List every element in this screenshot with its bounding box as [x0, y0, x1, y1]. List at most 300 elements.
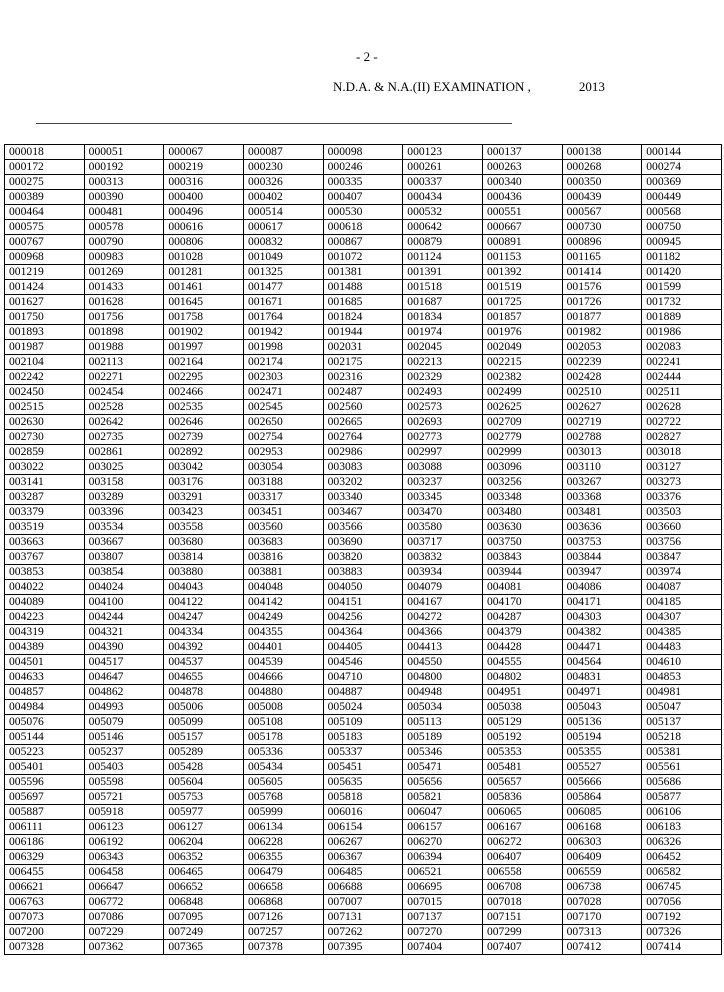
table-row: [5, 340, 722, 355]
table-row: [5, 730, 722, 745]
roll-number-cell: 002316: [323, 370, 403, 385]
roll-number-cell: 003188: [243, 475, 323, 490]
roll-number-cell: 000730: [562, 220, 642, 235]
roll-number-cell: 006772: [84, 895, 164, 910]
roll-number-cell: 001982: [562, 325, 642, 340]
roll-number-cell: 003947: [562, 565, 642, 580]
roll-number-cell: 006452: [642, 850, 722, 865]
roll-number-cell: 002997: [403, 445, 483, 460]
roll-number-cell: 001518: [403, 280, 483, 295]
roll-number-cell: 004170: [482, 595, 562, 610]
roll-number-cell: 000616: [164, 220, 244, 235]
roll-number-cell: 002788: [562, 430, 642, 445]
roll-number-cell: 004321: [84, 625, 164, 640]
roll-number-cell: 003376: [642, 490, 722, 505]
roll-number-cell: 004880: [243, 685, 323, 700]
table-row: [5, 505, 722, 520]
roll-number-cell: 007007: [323, 895, 403, 910]
roll-number-cell: 004256: [323, 610, 403, 625]
roll-number-cell: 007192: [642, 910, 722, 925]
roll-number-cell: 003340: [323, 490, 403, 505]
roll-number-cell: 003451: [243, 505, 323, 520]
roll-number-cell: 001877: [562, 310, 642, 325]
roll-number-cell: 000530: [323, 205, 403, 220]
roll-number-cell: 003013: [562, 445, 642, 460]
roll-number-cell: 005604: [164, 775, 244, 790]
roll-number-cell: 003202: [323, 475, 403, 490]
roll-number-cell: 000018: [5, 145, 85, 160]
roll-number-cell: 000051: [84, 145, 164, 160]
roll-number-cell: 003667: [84, 535, 164, 550]
table-row: [5, 925, 722, 940]
roll-number-cell: 000879: [403, 235, 483, 250]
roll-number-cell: 005821: [403, 790, 483, 805]
table-row: [5, 280, 722, 295]
roll-number-cell: 003480: [482, 505, 562, 520]
roll-number-cell: 000123: [403, 145, 483, 160]
roll-number-cell: 003880: [164, 565, 244, 580]
roll-number-cell: 002779: [482, 430, 562, 445]
roll-number-cell: 001599: [642, 280, 722, 295]
roll-number-cell: 000575: [5, 220, 85, 235]
roll-number-cell: 003756: [642, 535, 722, 550]
roll-number-cell: 004048: [243, 580, 323, 595]
roll-number-cell: 004086: [562, 580, 642, 595]
roll-number-cell: 003018: [642, 445, 722, 460]
roll-number-cell: 002450: [5, 385, 85, 400]
roll-number-cell: 005355: [562, 745, 642, 760]
table-row: [5, 910, 722, 925]
roll-number-cell: 007395: [323, 940, 403, 955]
roll-number-cell: 003816: [243, 550, 323, 565]
roll-number-cell: 005076: [5, 715, 85, 730]
table-row: [5, 580, 722, 595]
roll-number-cell: 000098: [323, 145, 403, 160]
table-row: [5, 415, 722, 430]
roll-number-cell: 001488: [323, 280, 403, 295]
roll-number-cell: 001391: [403, 265, 483, 280]
roll-number-cell: 002642: [84, 415, 164, 430]
table-row: [5, 160, 722, 175]
roll-number-cell: 002628: [642, 400, 722, 415]
roll-number-cell: 005887: [5, 805, 85, 820]
roll-number-cell: 006559: [562, 865, 642, 880]
roll-number-cell: 001764: [243, 310, 323, 325]
roll-number-cell: 005043: [562, 700, 642, 715]
table-row: [5, 445, 722, 460]
roll-number-cell: 005527: [562, 760, 642, 775]
roll-number-cell: 000767: [5, 235, 85, 250]
roll-number-cell: 002493: [403, 385, 483, 400]
roll-number-cell: 003832: [403, 550, 483, 565]
roll-number-cell: 002646: [164, 415, 244, 430]
roll-number-cell: 003088: [403, 460, 483, 475]
roll-number-cell: 001420: [642, 265, 722, 280]
roll-number-cell: 001424: [5, 280, 85, 295]
roll-number-cell: 004483: [642, 640, 722, 655]
roll-number-cell: 005753: [164, 790, 244, 805]
roll-number-cell: 002444: [642, 370, 722, 385]
roll-number-cell: 004089: [5, 595, 85, 610]
table-row: [5, 565, 722, 580]
roll-number-cell: 005977: [164, 805, 244, 820]
roll-number-cell: 004971: [562, 685, 642, 700]
roll-number-cell: 001627: [5, 295, 85, 310]
roll-number-cell: 002215: [482, 355, 562, 370]
header-divider: [36, 123, 512, 124]
roll-number-cell: 001433: [84, 280, 164, 295]
roll-number-cell: 003287: [5, 490, 85, 505]
table-row: [5, 250, 722, 265]
roll-number-cell: 001756: [84, 310, 164, 325]
roll-number-cell: 002428: [562, 370, 642, 385]
roll-number-cell: 006485: [323, 865, 403, 880]
roll-number-cell: 002104: [5, 355, 85, 370]
roll-number-cell: 001976: [482, 325, 562, 340]
roll-number-cell: 004564: [562, 655, 642, 670]
roll-number-cell: 005099: [164, 715, 244, 730]
roll-number-cell: 002719: [562, 415, 642, 430]
roll-number-cell: 007073: [5, 910, 85, 925]
roll-number-cell: 004171: [562, 595, 642, 610]
roll-number-cell: 004334: [164, 625, 244, 640]
table-row: [5, 220, 722, 235]
roll-number-cell: 006652: [164, 880, 244, 895]
roll-number-cell: 005864: [562, 790, 642, 805]
roll-number-cell: 003534: [84, 520, 164, 535]
roll-number-cell: 002986: [323, 445, 403, 460]
roll-number-cell: 002573: [403, 400, 483, 415]
roll-number-cell: 004379: [482, 625, 562, 640]
roll-number-cell: 001414: [562, 265, 642, 280]
table-row: [5, 790, 722, 805]
roll-number-cell: 000617: [243, 220, 323, 235]
roll-number-cell: 002242: [5, 370, 85, 385]
table-row: [5, 355, 722, 370]
roll-number-cell: 000268: [562, 160, 642, 175]
roll-number-cell: 004249: [243, 610, 323, 625]
roll-number-cell: 007086: [84, 910, 164, 925]
roll-number-cell: 005157: [164, 730, 244, 745]
roll-number-cell: 002241: [642, 355, 722, 370]
roll-number-cell: 002510: [562, 385, 642, 400]
table-row: [5, 805, 722, 820]
roll-number-cell: 002466: [164, 385, 244, 400]
roll-number-cell: 002487: [323, 385, 403, 400]
roll-number-cell: 004550: [403, 655, 483, 670]
roll-number-cell: 000246: [323, 160, 403, 175]
roll-number-cell: 002709: [482, 415, 562, 430]
roll-number-cell: 000172: [5, 160, 85, 175]
roll-number-cell: 006745: [642, 880, 722, 895]
roll-number-cell: 002031: [323, 340, 403, 355]
table-row: [5, 535, 722, 550]
roll-number-cell: 005836: [482, 790, 562, 805]
roll-number-cell: 001281: [164, 265, 244, 280]
roll-number-cell: 002053: [562, 340, 642, 355]
roll-number-cell: 004647: [84, 670, 164, 685]
roll-number-cell: 004887: [323, 685, 403, 700]
roll-number-cell: 000481: [84, 205, 164, 220]
table-row: [5, 490, 722, 505]
roll-number-cell: 003974: [642, 565, 722, 580]
roll-number-cell: 007407: [482, 940, 562, 955]
roll-number-cell: 004853: [642, 670, 722, 685]
roll-number-cell: 005598: [84, 775, 164, 790]
roll-number-cell: 001182: [642, 250, 722, 265]
roll-number-cell: 004610: [642, 655, 722, 670]
roll-number-cell: 004878: [164, 685, 244, 700]
roll-number-cell: 002953: [243, 445, 323, 460]
roll-number-cell: 000968: [5, 250, 85, 265]
roll-number-cell: 000551: [482, 205, 562, 220]
roll-number-cell: 002329: [403, 370, 483, 385]
roll-number-cell: 006329: [5, 850, 85, 865]
roll-number-cell: 003558: [164, 520, 244, 535]
roll-number-cell: 003934: [403, 565, 483, 580]
table-row: [5, 850, 722, 865]
roll-number-cell: 005403: [84, 760, 164, 775]
roll-number-table: [4, 144, 722, 955]
roll-number-cell: 000667: [482, 220, 562, 235]
roll-number-cell: 006582: [642, 865, 722, 880]
roll-number-cell: 007365: [164, 940, 244, 955]
roll-number-cell: 007018: [482, 895, 562, 910]
roll-number-cell: 001857: [482, 310, 562, 325]
roll-number-cell: 006267: [323, 835, 403, 850]
roll-number-cell: 005223: [5, 745, 85, 760]
roll-number-cell: 005721: [84, 790, 164, 805]
table-row: [5, 595, 722, 610]
roll-number-cell: 004167: [403, 595, 483, 610]
table-row: [5, 835, 722, 850]
roll-number-cell: 006270: [403, 835, 483, 850]
roll-number-cell: 005289: [164, 745, 244, 760]
roll-number-cell: 003844: [562, 550, 642, 565]
roll-number-cell: 007229: [84, 925, 164, 940]
roll-number-cell: 005144: [5, 730, 85, 745]
roll-number-cell: 003368: [562, 490, 642, 505]
table-row: [5, 715, 722, 730]
roll-number-cell: 004655: [164, 670, 244, 685]
roll-number-cell: 005218: [642, 730, 722, 745]
roll-number-cell: 003519: [5, 520, 85, 535]
roll-number-cell: 006521: [403, 865, 483, 880]
roll-number-cell: 001165: [562, 250, 642, 265]
roll-number-cell: 001392: [482, 265, 562, 280]
page-number: - 2 -: [356, 49, 378, 64]
roll-number-cell: 004307: [642, 610, 722, 625]
roll-number-cell: 001671: [243, 295, 323, 310]
roll-number-cell: 004546: [323, 655, 403, 670]
roll-number-cell: 004223: [5, 610, 85, 625]
roll-number-cell: 001898: [84, 325, 164, 340]
roll-number-cell: 003237: [403, 475, 483, 490]
roll-number-table-body: [5, 145, 722, 955]
roll-number-cell: 000567: [562, 205, 642, 220]
roll-number-cell: 006763: [5, 895, 85, 910]
roll-number-cell: 002722: [642, 415, 722, 430]
roll-number-cell: 004710: [323, 670, 403, 685]
roll-number-cell: 002164: [164, 355, 244, 370]
roll-number-cell: 004501: [5, 655, 85, 670]
roll-number-cell: 005024: [323, 700, 403, 715]
roll-number-cell: 006106: [642, 805, 722, 820]
roll-number-cell: 003481: [562, 505, 642, 520]
roll-number-cell: 004633: [5, 670, 85, 685]
roll-number-cell: 001997: [164, 340, 244, 355]
roll-number-cell: 000642: [403, 220, 483, 235]
exam-year: 2013: [578, 79, 605, 94]
roll-number-cell: 006157: [403, 820, 483, 835]
roll-number-cell: 005047: [642, 700, 722, 715]
roll-number-cell: 004517: [84, 655, 164, 670]
roll-number-cell: 005877: [642, 790, 722, 805]
roll-number-cell: 002693: [403, 415, 483, 430]
roll-number-cell: 006016: [323, 805, 403, 820]
roll-number-cell: 004087: [642, 580, 722, 595]
roll-number-cell: 001750: [5, 310, 85, 325]
roll-number-cell: 003127: [642, 460, 722, 475]
roll-number-cell: 001576: [562, 280, 642, 295]
roll-number-cell: 000275: [5, 175, 85, 190]
roll-number-cell: 004303: [562, 610, 642, 625]
roll-number-cell: 007137: [403, 910, 483, 925]
roll-number-cell: 001942: [243, 325, 323, 340]
roll-number-cell: 002113: [84, 355, 164, 370]
roll-number-cell: 002175: [323, 355, 403, 370]
roll-number-cell: 000192: [84, 160, 164, 175]
roll-number-cell: 000983: [84, 250, 164, 265]
roll-number-cell: 002764: [323, 430, 403, 445]
roll-number-cell: 007328: [5, 940, 85, 955]
roll-number-cell: 006407: [482, 850, 562, 865]
roll-number-cell: 005109: [323, 715, 403, 730]
exam-name: N.D.A. & N.A.(II) EXAMINATION ,: [333, 79, 531, 94]
roll-number-cell: 003467: [323, 505, 403, 520]
roll-number-cell: 004151: [323, 595, 403, 610]
roll-number-cell: 007378: [243, 940, 323, 955]
roll-number-cell: 006154: [323, 820, 403, 835]
roll-number-cell: 007249: [164, 925, 244, 940]
roll-number-cell: 004951: [482, 685, 562, 700]
roll-number-cell: 007270: [403, 925, 483, 940]
roll-number-cell: 005237: [84, 745, 164, 760]
roll-number-cell: 007151: [482, 910, 562, 925]
roll-number-cell: 002511: [642, 385, 722, 400]
roll-number-cell: 001974: [403, 325, 483, 340]
roll-number-cell: 003291: [164, 490, 244, 505]
roll-number-cell: 005481: [482, 760, 562, 775]
roll-number-cell: 006367: [323, 850, 403, 865]
roll-number-cell: 000434: [403, 190, 483, 205]
roll-number-cell: 000337: [403, 175, 483, 190]
roll-number-cell: 003158: [84, 475, 164, 490]
roll-number-cell: 002754: [243, 430, 323, 445]
roll-number-cell: 004537: [164, 655, 244, 670]
roll-number-cell: 002535: [164, 400, 244, 415]
roll-number-cell: 006085: [562, 805, 642, 820]
table-row: [5, 460, 722, 475]
roll-number-cell: 004100: [84, 595, 164, 610]
roll-number-cell: 003854: [84, 565, 164, 580]
roll-number-cell: 003083: [323, 460, 403, 475]
roll-number-cell: 000439: [562, 190, 642, 205]
roll-number-cell: 000449: [642, 190, 722, 205]
roll-number-cell: 004022: [5, 580, 85, 595]
roll-number-cell: 001987: [5, 340, 85, 355]
roll-number-cell: 003348: [482, 490, 562, 505]
roll-number-cell: 001988: [84, 340, 164, 355]
roll-number-cell: 001124: [403, 250, 483, 265]
roll-number-cell: 001153: [482, 250, 562, 265]
roll-number-cell: 003379: [5, 505, 85, 520]
roll-number-cell: 002239: [562, 355, 642, 370]
roll-number-cell: 006192: [84, 835, 164, 850]
roll-number-cell: 003396: [84, 505, 164, 520]
roll-number-cell: 006409: [562, 850, 642, 865]
roll-number-cell: 003843: [482, 550, 562, 565]
roll-number-cell: 005451: [323, 760, 403, 775]
roll-number-cell: 004319: [5, 625, 85, 640]
roll-number-cell: 002045: [403, 340, 483, 355]
roll-number-cell: 000326: [243, 175, 323, 190]
roll-number-cell: 006123: [84, 820, 164, 835]
roll-number-cell: 003256: [482, 475, 562, 490]
table-row: [5, 685, 722, 700]
roll-number-cell: 000137: [482, 145, 562, 160]
roll-number-cell: 000340: [482, 175, 562, 190]
roll-number-cell: 001072: [323, 250, 403, 265]
table-row: [5, 895, 722, 910]
roll-number-cell: 006848: [164, 895, 244, 910]
table-row: [5, 370, 722, 385]
table-row: [5, 400, 722, 415]
roll-number-cell: 003025: [84, 460, 164, 475]
roll-number-cell: 005656: [403, 775, 483, 790]
roll-number-cell: 003022: [5, 460, 85, 475]
roll-number-cell: 002665: [323, 415, 403, 430]
table-row: [5, 205, 722, 220]
roll-number-cell: 005471: [403, 760, 483, 775]
roll-number-cell: 007313: [562, 925, 642, 940]
roll-number-cell: 002739: [164, 430, 244, 445]
roll-number-cell: 007412: [562, 940, 642, 955]
table-row: [5, 820, 722, 835]
roll-number-cell: 003683: [243, 535, 323, 550]
table-row: [5, 550, 722, 565]
roll-number-cell: 006558: [482, 865, 562, 880]
roll-number-cell: 007257: [243, 925, 323, 940]
roll-number-cell: 006272: [482, 835, 562, 850]
roll-number-cell: 003807: [84, 550, 164, 565]
roll-number-cell: 001758: [164, 310, 244, 325]
roll-number-cell: 002827: [642, 430, 722, 445]
roll-number-cell: 006167: [482, 820, 562, 835]
roll-number-cell: 004385: [642, 625, 722, 640]
roll-number-cell: 002650: [243, 415, 323, 430]
roll-number-cell: 006868: [243, 895, 323, 910]
roll-number-cell: 000219: [164, 160, 244, 175]
table-row: [5, 385, 722, 400]
roll-number-cell: 005336: [243, 745, 323, 760]
roll-number-cell: 004287: [482, 610, 562, 625]
roll-number-cell: 005137: [642, 715, 722, 730]
roll-number-cell: 003944: [482, 565, 562, 580]
roll-number-cell: 007170: [562, 910, 642, 925]
roll-number-cell: 005346: [403, 745, 483, 760]
roll-number-cell: 004405: [323, 640, 403, 655]
